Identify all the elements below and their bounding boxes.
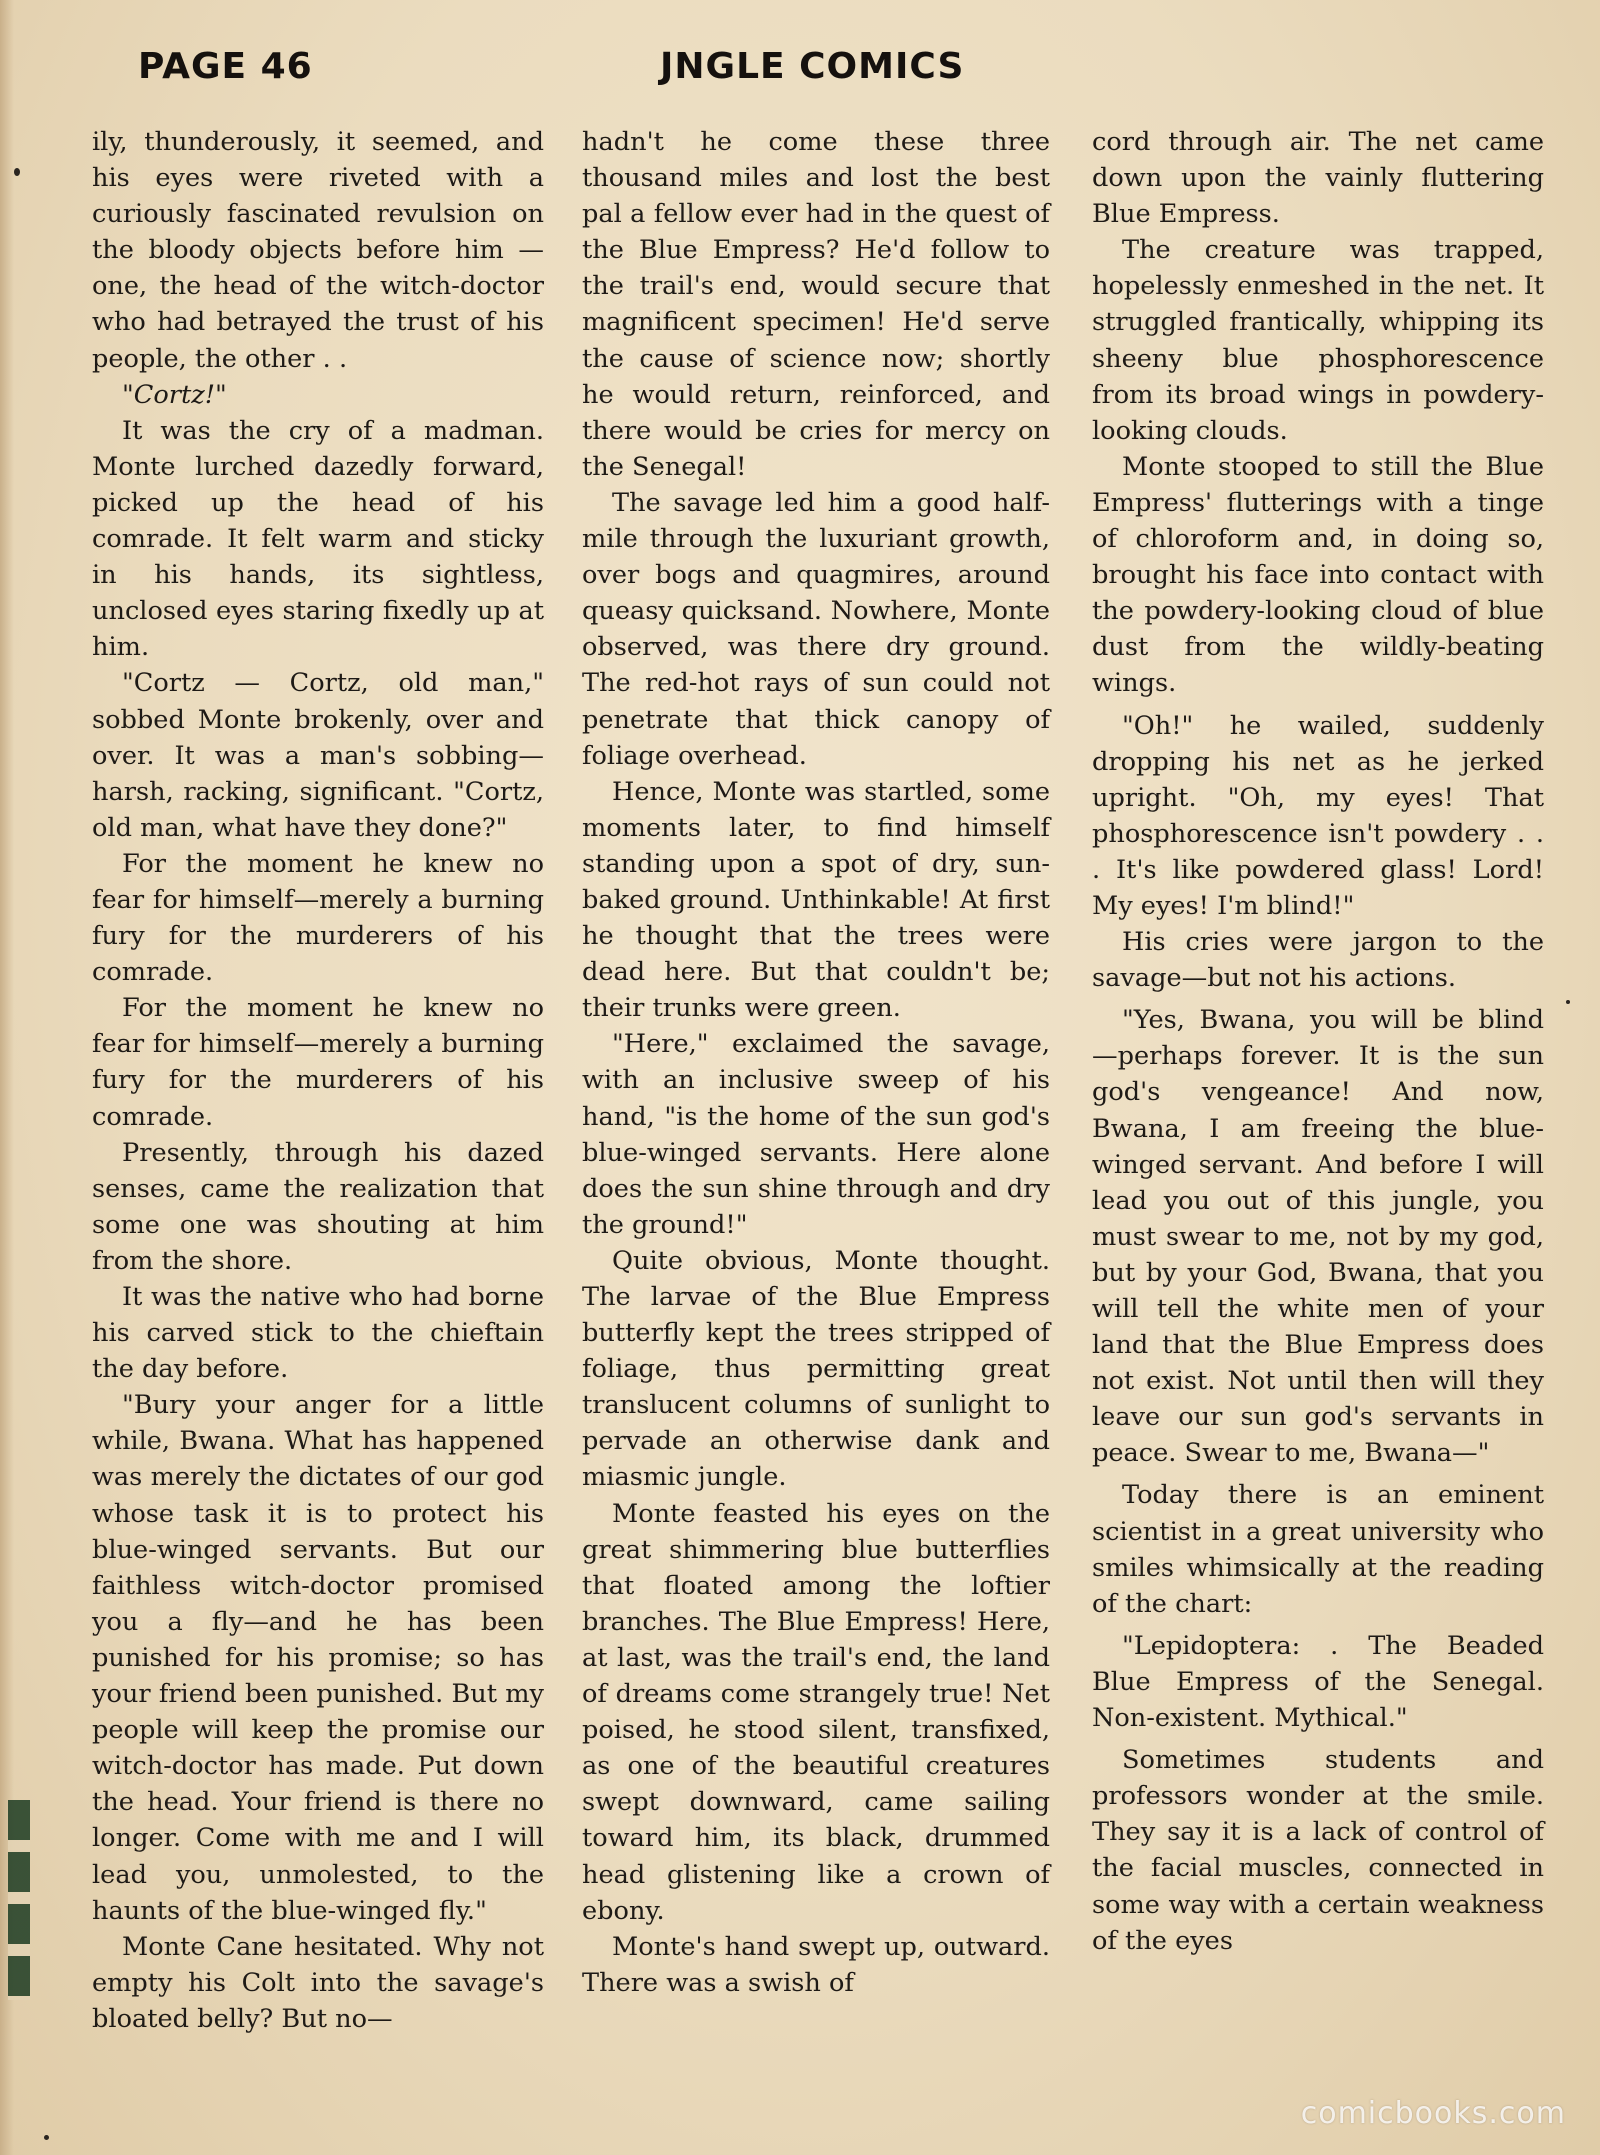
paragraph: "Cortz — Cortz, old man," sobbed Monte brokenly, over and over. It was a man's sobbing—harsh, racking, significant. "Cortz, old man, what have they done?" <box>92 668 544 843</box>
text-column-3 <box>1092 124 1544 1959</box>
print-speck <box>14 168 20 176</box>
page-number: PAGE 46 <box>138 46 313 87</box>
paragraph: Sometimes students and professors wonder at the smile. They say it is a lack of control of the facial muscles, connected in some way with a certain weakness of the eyes <box>1092 1745 1544 1956</box>
paragraph: Monte Cane hesitated. Why not empty his Colt into the savage's bloated belly? But no— <box>92 1931 544 2034</box>
paragraph: The savage led him a good half-mile through the luxuriant growth, over bogs and quagmires, around queasy quicksand. Nowhere, Monte observed, was there dry ground. The red-hot rays of sun could not penetrate that thick canopy of foliage overhead. <box>582 487 1050 771</box>
text-column-1 <box>92 124 544 2037</box>
paragraph: His cries were jargon to the savage—but not his actions. <box>1092 927 1544 994</box>
paragraph: Presently, through his dazed senses, came the realization that some one was shouting at him from the shore. <box>92 1137 544 1276</box>
paragraph: Monte feasted his eyes on the great shimmering blue butterflies that floated among the loftier branches. The Blue Empress! Here, at last, was the trail's end, the land of dreams come strangely true! Net poised, he stood silent, transfixed, as one of the beautiful creatures swept downward, came sailing toward him, its black, drummed head glistening like a crown of ebony. <box>582 1498 1050 1926</box>
paragraph: "Oh!" he wailed, suddenly dropping his net as he jerked upright. "Oh, my eyes! That phosphorescence isn't powdery . . . It's like powdered glass! Lord! My eyes! I'm blind!" <box>1092 710 1544 921</box>
page-header <box>0 46 1600 96</box>
paragraph: "Yes, Bwana, you will be blind —perhaps forever. It is the sun god's vengeance! And now, Bwana, I am freeing the blue-winged servant. And before I will lead you out of this jungle, you must swear to me, not by my god, but by your God, Bwana, that you will tell the white men of your land that the Blue Empress does not exist. Not until then will they leave our sun god's servants in peace. Swear to me, Bwana—" <box>1092 1005 1544 1469</box>
binding-edge-strip <box>8 1800 30 2000</box>
paragraph: It was the cry of a madman. Monte lurched dazedly forward, picked up the head of his comrade. It felt warm and sticky in his hands, its sightless, unclosed eyes staring fixedly up at him. <box>92 415 544 663</box>
paragraph: hadn't he come these three thousand miles and lost the best pal a fellow ever had in the quest of the Blue Empress? He'd follow to the trail's end, would secure that magnificent specimen! He'd serve the cause of science now; shortly he would return, reinforced, and there would be cries for mercy on the Senegal! <box>582 127 1050 482</box>
paragraph: ily, thunderously, it seemed, and his eyes were riveted with a curiously fascinated revulsion on the bloody objects before him —one, the head of the witch-doctor who had betrayed the trust of his people, the other . . <box>92 127 544 374</box>
paragraph: Monte stooped to still the Blue Empress' flutterings with a tinge of chloroform and, in doing so, brought his face into contact with the powdery-looking cloud of blue dust from the wildly-beating wings. <box>1092 451 1544 699</box>
publication-title: JNGLE COMICS <box>660 46 965 87</box>
paragraph: "Here," exclaimed the savage, with an inclusive sweep of his hand, "is the home of the sun god's blue-winged servants. Here alone does the sun shine through and dry the ground!" <box>582 1029 1050 1240</box>
text-column-2 <box>582 124 1050 2001</box>
print-speck <box>44 2135 49 2140</box>
paragraph: Quite obvious, Monte thought. The larvae of the Blue Empress butterfly kept the trees stripped of foliage, thus permitting great translucent columns of sunlight to pervade an otherwise dank and miasmic jungle. <box>582 1245 1050 1493</box>
site-watermark: comicbooks.com <box>1300 2096 1566 2131</box>
paragraph: "Bury your anger for a little while, Bwana. What has happened was merely the dictates of our god whose task it is to protect his blue-winged servants. But our faithless witch-doctor promised you a fly—and he has been punished for his promise; so has your friend been punished. But my people will keep the promise our witch-doctor has made. Put down the head. Your friend is there no longer. Come with me and I will lead you, unmolested, to the haunts of the blue-winged fly." <box>92 1390 544 1926</box>
paragraph: cord through air. The net came down upon the vainly fluttering Blue Empress. <box>1092 127 1544 230</box>
paragraph: "Cortz!" <box>122 379 227 410</box>
chart-quote: "Lepidoptera: . The Beaded Blue Empress of the Senegal. Non-existent. Mythical." <box>1092 1630 1544 1734</box>
paragraph: The creature was trapped, hopelessly enmeshed in the net. It struggled frantically, whipping its sheeny blue phosphorescence from its broad wings in powdery-looking clouds. <box>1092 235 1544 446</box>
paragraph: Hence, Monte was startled, some moments later, to find himself standing upon a spot of dry, sun-baked ground. Unthinkable! At first he thought that the trees were dead here. But that couldn't be; their trunks were green. <box>582 776 1050 1024</box>
print-speck <box>1566 1000 1570 1004</box>
paragraph: Monte's hand swept up, outward. There was a swish of <box>582 1931 1050 1998</box>
paragraph: For the moment he knew no fear for himself—merely a burning fury for the murderers of his comrade. <box>92 993 544 1132</box>
paragraph: It was the native who had borne his carved stick to the chieftain the day before. <box>92 1282 544 1385</box>
paragraph: For the moment he knew no fear for himself—merely a burning fury for the murderers of his comrade. <box>92 848 544 988</box>
paragraph: Today there is an eminent scientist in a great university who smiles whimsically at the reading of the chart: <box>1092 1480 1544 1619</box>
